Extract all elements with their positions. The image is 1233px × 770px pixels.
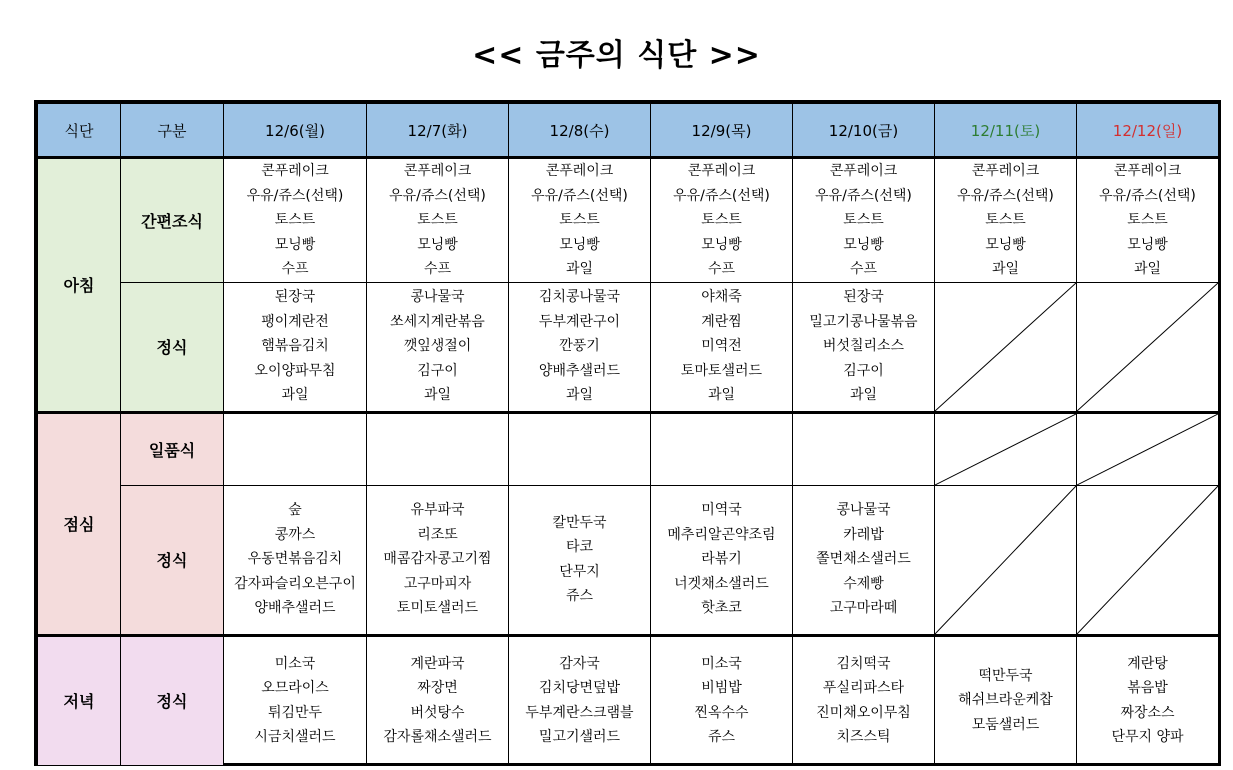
menu-items xyxy=(224,159,366,282)
menu-item: 모둠샐러드 xyxy=(971,716,1040,733)
menu-item: 수프 xyxy=(423,261,452,277)
menu-item: 우유/쥬스(선택) xyxy=(246,187,344,204)
menu-cell xyxy=(1077,635,1219,765)
menu-items xyxy=(651,498,792,621)
header-day-wed: 12/8(수) xyxy=(509,104,651,158)
dinner-set-row xyxy=(38,635,1219,765)
menu-item: 김치당면덮밥 xyxy=(538,680,621,696)
diagonal-slash xyxy=(1077,283,1218,411)
menu-item: 콘푸레이크 xyxy=(1113,163,1182,179)
menu-item: 야채죽 xyxy=(701,289,742,306)
menu-cell xyxy=(651,158,793,283)
header-day-thu: 12/9(목) xyxy=(651,104,793,158)
menu-item: 우유/쥬스(선택) xyxy=(389,187,486,204)
menu-item: 콘푸레이크 xyxy=(971,163,1040,179)
menu-item: 타코 xyxy=(565,539,594,555)
menu-item: 김구이 xyxy=(417,362,458,379)
header-category: 구분 xyxy=(121,104,224,158)
menu-item: 우동면볶음김치 xyxy=(247,551,343,568)
diagonal-line xyxy=(935,283,1076,411)
menu-item: 단무지 xyxy=(559,563,600,580)
menu-item: 미소국 xyxy=(701,655,742,672)
category-label-dinner-set: 정식 xyxy=(121,635,224,765)
menu-items xyxy=(1077,159,1218,282)
menu-cell xyxy=(509,158,651,283)
menu-item: 유부파국 xyxy=(410,502,465,519)
menu-item: 콘푸레이크 xyxy=(687,163,756,179)
menu-item: 매콤감자콩고기찜 xyxy=(383,551,492,568)
menu-items xyxy=(224,285,366,408)
menu-item: 우유/쥬스(선택) xyxy=(957,187,1054,204)
menu-item: 우유/쥬스(선택) xyxy=(673,187,770,204)
menu-item: 볶음밥 xyxy=(1127,680,1168,696)
menu-item: 햄볶음김치 xyxy=(261,338,329,355)
menu-item: 토스트 xyxy=(274,212,316,228)
menu-item: 진미채오이무침 xyxy=(816,704,911,721)
menu-item: 푸실리파스타 xyxy=(822,680,905,696)
diagonal-line xyxy=(1077,283,1218,411)
menu-cell xyxy=(367,282,509,412)
menu-item: 콩나물국 xyxy=(836,502,891,519)
no-service-cell xyxy=(1077,485,1219,635)
menu-item: 미소국 xyxy=(274,655,316,672)
header-meal: 식단 xyxy=(38,104,121,158)
menu-item: 감자국 xyxy=(559,655,600,672)
menu-item: 양배추샐러드 xyxy=(538,362,621,379)
menu-cell xyxy=(1077,158,1219,283)
menu-items xyxy=(367,652,508,750)
diagonal-slash xyxy=(935,414,1076,485)
menu-cell xyxy=(224,282,367,412)
menu-item: 토미토샐러드 xyxy=(396,600,479,617)
menu-cell xyxy=(224,485,367,635)
menu-items xyxy=(651,159,792,282)
menu-items xyxy=(935,159,1076,282)
menu-item: 과일 xyxy=(991,261,1020,277)
menu-cell xyxy=(367,158,509,283)
menu-item: 미역전 xyxy=(701,338,742,355)
menu-item: 카레밥 xyxy=(843,526,884,543)
diagonal-line xyxy=(935,414,1076,485)
header-row xyxy=(38,104,1219,158)
meal-label-breakfast: 아침 xyxy=(38,158,121,413)
menu-item: 계란탕 xyxy=(1127,655,1168,672)
menu-items xyxy=(1077,652,1218,750)
menu-item: 수제빵 xyxy=(843,575,884,592)
menu-item: 튀김만두 xyxy=(267,704,323,721)
diagonal-line xyxy=(1077,414,1218,485)
menu-items xyxy=(509,511,650,609)
meal-label-dinner: 저녁 xyxy=(38,635,121,765)
menu-items xyxy=(509,159,650,282)
menu-item: 깐풍기 xyxy=(559,338,600,355)
menu-item: 토스트 xyxy=(843,212,884,228)
diagonal-slash xyxy=(1077,414,1218,485)
menu-item: 치즈스틱 xyxy=(836,729,891,745)
menu-cell xyxy=(651,485,793,635)
menu-item: 토스트 xyxy=(559,212,600,228)
menu-item: 토마토샐러드 xyxy=(680,362,763,379)
breakfast-set-row xyxy=(38,282,1219,412)
menu-item: 리조또 xyxy=(417,526,458,543)
menu-items xyxy=(224,652,366,750)
lunch-special-row xyxy=(38,412,1219,485)
category-label-breakfast-set: 정식 xyxy=(121,282,224,412)
menu-item: 라볶기 xyxy=(701,551,742,568)
category-label-lunch-special: 일품식 xyxy=(121,412,224,485)
meal-label-lunch: 점심 xyxy=(38,412,121,635)
header-day-mon: 12/6(월) xyxy=(224,104,367,158)
menu-item: 감자롤채소샐러드 xyxy=(383,729,492,745)
menu-item: 두부계란구이 xyxy=(538,313,621,330)
menu-cell xyxy=(793,412,935,485)
menu-item: 콩까스 xyxy=(274,526,316,543)
no-service-cell xyxy=(1077,282,1219,412)
menu-cell xyxy=(509,485,651,635)
menu-item: 버섯탕수 xyxy=(410,704,465,721)
menu-items xyxy=(509,285,650,408)
menu-items xyxy=(793,285,934,408)
breakfast-simple-row xyxy=(38,158,1219,283)
menu-item: 쥬스 xyxy=(565,588,594,604)
menu-item: 쏘세지계란볶음 xyxy=(390,313,485,330)
diagonal-slash xyxy=(1077,486,1218,634)
menu-cell xyxy=(935,635,1077,765)
menu-item: 토스트 xyxy=(417,212,458,228)
menu-item: 모닝빵 xyxy=(559,236,600,253)
header-day-sat: 12/11(토) xyxy=(935,104,1077,158)
menu-item: 모닝빵 xyxy=(417,236,458,253)
menu-table xyxy=(37,103,1219,766)
diagonal-line xyxy=(1077,486,1218,634)
menu-item: 짜장소스 xyxy=(1120,704,1175,721)
menu-item: 토스트 xyxy=(985,212,1026,228)
menu-item: 두부계란스크램블 xyxy=(525,704,634,721)
menu-cell xyxy=(651,635,793,765)
menu-items xyxy=(224,498,366,621)
menu-items xyxy=(935,664,1076,738)
menu-items xyxy=(509,652,650,750)
page-title: << 금주의 식단 >> xyxy=(472,38,761,73)
menu-cell xyxy=(651,412,793,485)
diagonal-slash xyxy=(935,486,1076,634)
menu-item: 고구마라떼 xyxy=(829,600,898,617)
diagonal-slash xyxy=(935,283,1076,411)
menu-item: 밀고기콩나물볶음 xyxy=(809,313,918,330)
menu-item: 핫초코 xyxy=(701,600,742,617)
menu-cell xyxy=(935,158,1077,283)
menu-item: 너겟채소샐러드 xyxy=(674,575,769,592)
menu-item: 우유/쥬스(선택) xyxy=(531,187,628,204)
menu-item: 시금치샐러드 xyxy=(254,729,336,745)
menu-item: 쫄면채소샐러드 xyxy=(816,551,911,568)
category-label-breakfast-simple: 간편조식 xyxy=(121,158,224,283)
menu-item: 밀고기샐러드 xyxy=(538,729,621,745)
menu-item: 모닝빵 xyxy=(1127,236,1168,253)
menu-item: 짜장면 xyxy=(417,680,458,696)
menu-item: 김치떡국 xyxy=(836,655,891,672)
menu-cell xyxy=(509,635,651,765)
menu-item: 과일 xyxy=(565,261,594,277)
menu-cell xyxy=(367,635,509,765)
header-day-fri: 12/10(금) xyxy=(793,104,935,158)
menu-cell xyxy=(793,158,935,283)
menu-item: 김치콩나물국 xyxy=(538,289,621,306)
category-label-lunch-set: 정식 xyxy=(121,485,224,635)
menu-item: 콘푸레이크 xyxy=(829,163,898,179)
menu-cell xyxy=(651,282,793,412)
no-service-cell xyxy=(935,412,1077,485)
menu-item: 과일 xyxy=(1133,261,1162,277)
lunch-set-row xyxy=(38,485,1219,635)
menu-item: 김구이 xyxy=(843,362,884,379)
menu-item: 버섯칠리소스 xyxy=(822,338,905,355)
menu-cell xyxy=(793,635,935,765)
menu-cell xyxy=(224,412,367,485)
menu-items xyxy=(651,652,792,750)
menu-items xyxy=(793,498,934,621)
menu-item: 쥬스 xyxy=(707,729,736,745)
menu-item: 토스트 xyxy=(1127,212,1168,228)
menu-items xyxy=(793,159,934,282)
menu-item: 수프 xyxy=(281,261,309,277)
menu-cell xyxy=(509,412,651,485)
menu-item: 콘푸레이크 xyxy=(545,163,614,179)
menu-item: 모닝빵 xyxy=(985,236,1026,253)
menu-item: 수프 xyxy=(707,261,736,277)
menu-item: 토스트 xyxy=(701,212,742,228)
menu-item: 모닝빵 xyxy=(701,236,742,253)
menu-item: 미역국 xyxy=(701,502,742,519)
menu-item: 고구마피자 xyxy=(403,575,472,592)
menu-item: 콩나물국 xyxy=(410,289,465,306)
menu-cell xyxy=(367,485,509,635)
menu-items xyxy=(793,652,934,750)
menu-items xyxy=(367,159,508,282)
menu-items xyxy=(367,498,508,621)
menu-cell xyxy=(224,158,367,283)
menu-item: 과일 xyxy=(849,387,878,404)
menu-item: 과일 xyxy=(565,387,594,404)
menu-item: 과일 xyxy=(423,387,452,404)
menu-items xyxy=(367,285,508,408)
menu-item: 콘푸레이크 xyxy=(403,163,472,179)
menu-item: 오이양파무침 xyxy=(254,362,336,379)
header-day-sun: 12/12(일) xyxy=(1077,104,1219,158)
menu-item: 감자파슬리오븐구이 xyxy=(234,575,356,592)
menu-item: 칼만두국 xyxy=(552,514,607,531)
menu-cell xyxy=(793,282,935,412)
menu-items xyxy=(651,285,792,408)
menu-item: 과일 xyxy=(707,387,736,404)
menu-item: 계란파국 xyxy=(410,655,465,672)
menu-item: 양배추샐러드 xyxy=(254,600,336,617)
no-service-cell xyxy=(935,282,1077,412)
header-day-tue: 12/7(화) xyxy=(367,104,509,158)
menu-item: 깻잎생절이 xyxy=(403,338,472,355)
menu-cell xyxy=(367,412,509,485)
diagonal-line xyxy=(935,486,1076,634)
menu-item: 우유/쥬스(선택) xyxy=(815,187,912,204)
menu-item: 된장국 xyxy=(843,289,884,306)
menu-item: 메추리알곤약조림 xyxy=(667,526,776,543)
menu-item: 단무지 양파 xyxy=(1111,729,1184,745)
menu-cell xyxy=(793,485,935,635)
menu-item: 수프 xyxy=(849,261,878,277)
menu-item: 비빔밥 xyxy=(701,680,742,696)
menu-item: 우유/쥬스(선택) xyxy=(1099,187,1196,204)
no-service-cell xyxy=(935,485,1077,635)
menu-item: 모닝빵 xyxy=(274,236,316,253)
menu-cell xyxy=(224,635,367,765)
menu-item: 해쉬브라운케찹 xyxy=(958,692,1053,709)
menu-item: 계란찜 xyxy=(701,313,742,330)
menu-item: 찐옥수수 xyxy=(694,704,749,721)
menu-item: 모닝빵 xyxy=(843,236,884,253)
menu-item: 팽이계란전 xyxy=(261,313,329,330)
menu-cell xyxy=(509,282,651,412)
menu-item: 오므라이스 xyxy=(261,680,329,696)
menu-item: 된장국 xyxy=(274,289,316,306)
menu-item: 콘푸레이크 xyxy=(261,163,329,179)
no-service-cell xyxy=(1077,412,1219,485)
menu-item: 과일 xyxy=(281,387,309,404)
menu-item: 숲 xyxy=(288,502,302,519)
menu-item: 떡만두국 xyxy=(978,667,1033,684)
